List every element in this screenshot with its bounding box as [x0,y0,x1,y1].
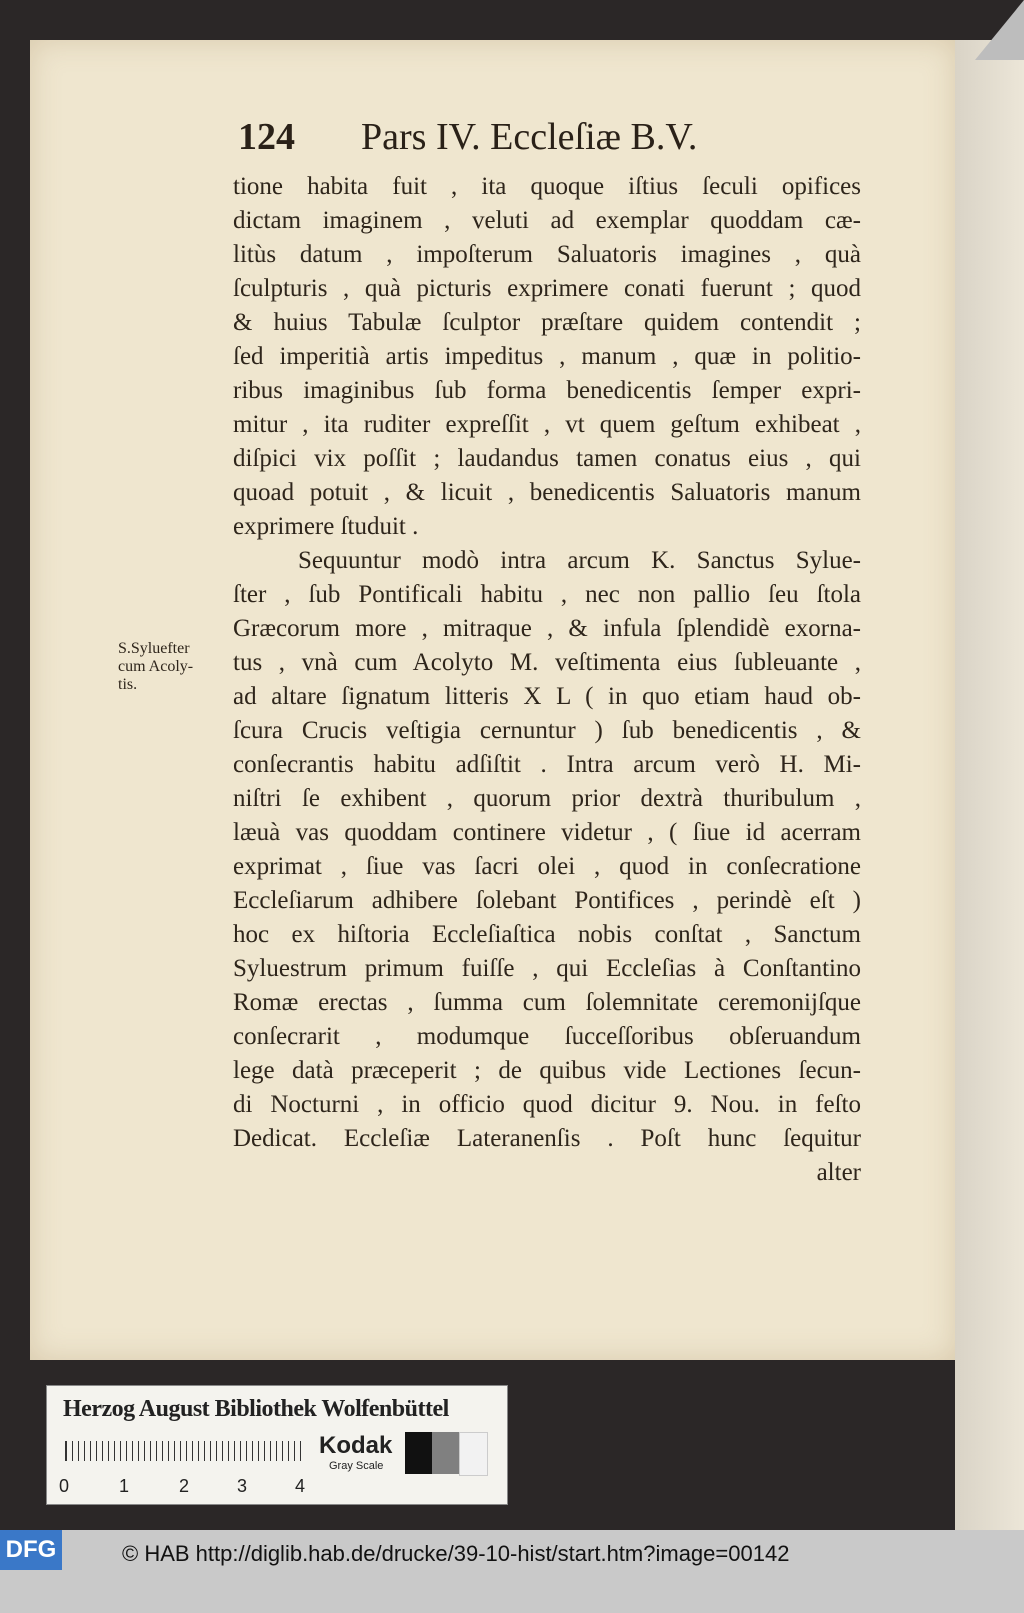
text-line: mitur , ita ruditer expreſſit , vt quem geſtum exhibeat , [233,411,861,438]
text-line: læuà vas quoddam continere videtur , ( ſiue id acerram [233,819,861,846]
text-line: Eccleſiarum adhibere ſolebant Pontifices , perindè eſt ) [233,887,861,914]
library-color-target [46,1385,508,1505]
swatch-gray [432,1432,459,1474]
text-line: ſculpturis , quà picturis exprimere conati fuerunt ; quod [233,275,861,302]
dfg-logo: DFG [0,1530,62,1570]
text-line: Dedicat. Eccleſiæ Lateranenſis . Poſt hunc ſequitur [233,1125,861,1152]
ruler-number: 4 [295,1476,306,1496]
running-head [238,115,697,159]
kodak-brand: Kodak [319,1432,393,1459]
marginal-note-line: cum Acoly- [118,658,194,675]
text-line: ſed imperitià artis impeditus , manum , quæ in politio- [233,343,861,370]
text-line: lege datà præceperit ; de quibus vide Lectiones ſecun- [233,1057,861,1084]
text-line: Syluestrum primum fuiſſe , qui Eccleſias à Conſtantino [233,955,861,982]
text-line: conſecrantis habitu adſiſtit . Intra arcum verò H. Mi- [233,751,861,778]
text-line: Romæ erectas , ſumma cum ſolemnitate ceremonijſque [233,989,861,1016]
page-number: 124 [238,116,295,158]
marginal-note [118,640,193,694]
swatch-white [459,1432,488,1476]
text-line: ribus imaginibus ſub forma benedicentis ſemper expri- [233,377,861,404]
gray-scale-label: Gray Scale [329,1460,384,1472]
text-line: Græcorum more , mitraque , & infula ſplendidè exorna- [233,615,861,642]
text-line: tus , vnà cum Acolyto M. veſtimenta eius ſubleuante , [233,649,861,676]
running-title: Pars IV. Eccleſiæ B.V. [361,116,698,158]
text-line: Sequuntur modò intra arcum K. Sanctus Sylue- [298,547,861,574]
text-line: conſecrarit , modumque ſucceſſoribus obſeruandum [233,1023,861,1050]
ruler [65,1441,306,1461]
text-line: tione habita fuit , ita quoque iſtius ſeculi opifices [233,173,861,200]
text-line: quoad potuit , & licuit , benedicentis Saluatoris manum [233,479,861,506]
text-line: ad altare ſignatum litteris X L ( in quo etiam haud ob- [233,683,861,710]
catchword: alter [816,1159,861,1186]
text-line: diſpici vix poſſit ; laudandus tamen conatus eius , qui [233,445,861,472]
text-line: exprimat , ſiue vas ſacri olei , quod in conſecratione [233,853,861,880]
library-name: Herzog August Bibliothek Wolfenbüttel [63,1396,449,1422]
page-body [233,170,861,1190]
text-line: dictam imaginem , veluti ad exemplar quoddam cæ- [233,207,861,234]
ruler-number: 3 [237,1476,248,1496]
ruler-number: 2 [179,1476,190,1496]
ruler-number: 0 [59,1476,70,1496]
facing-page-edge [955,40,1024,1530]
text-line: litùs datum , impoſterum Saluatoris imagines , quà [233,241,861,268]
text-line: di Nocturni , in officio quod dicitur 9. Nou. in feſto [233,1091,861,1118]
footer-bar [0,1530,1024,1613]
text-line: niſtri ſe exhibent , quorum prior dextrà thuribulum , [233,785,861,812]
copyright-link[interactable]: © HAB http://diglib.hab.de/drucke/39-10-hist/start.htm?image=00142 [122,1541,790,1566]
swatch-black [405,1432,432,1474]
text-line: ſcura Crucis veſtigia cernuntur ) ſub benedicentis , & [233,717,861,744]
text-line: ſter , ſub Pontificali habitu , nec non pallio ſeu ſtola [233,581,861,608]
text-line: exprimere ſtuduit . [233,513,419,540]
marginal-note-line: tis. [118,676,138,693]
ruler-number: 1 [119,1476,130,1496]
text-line: & huius Tabulæ ſculptor præſtare quidem contendit ; [233,309,861,336]
marginal-note-line: S.Syluefter [118,640,190,657]
text-line: hoc ex hiſtoria Eccleſiaſtica nobis conſtat , Sanctum [233,921,861,948]
